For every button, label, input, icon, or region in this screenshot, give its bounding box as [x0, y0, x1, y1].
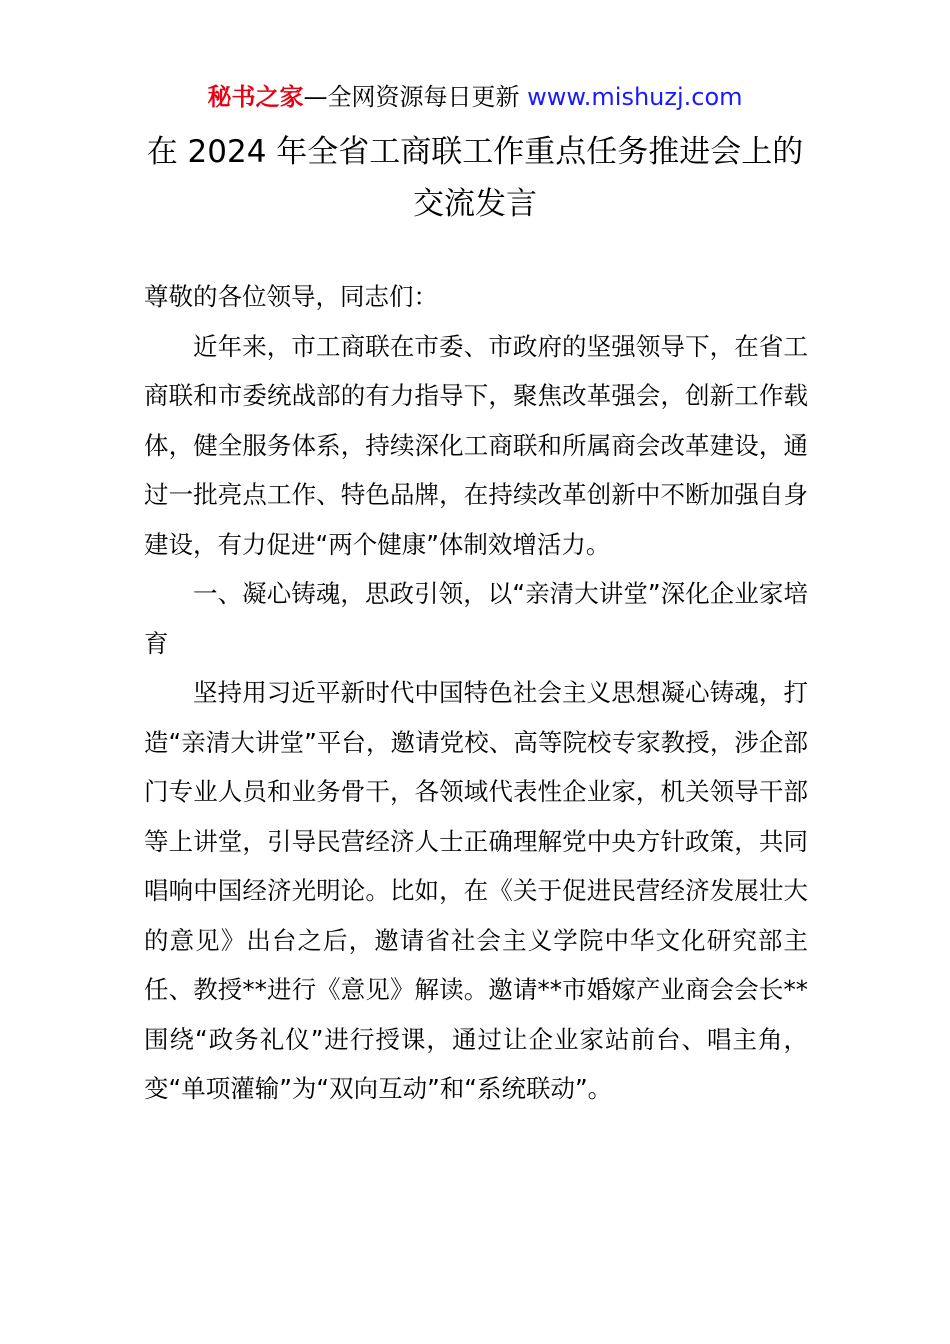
document-title: [100, 126, 850, 230]
intro-paragraph: 近年来，市工商联在市委、市政府的坚强领导下，在省工商联和市委统战部的有力指导下，聚焦改革强会，创新工作载体，健全服务体系，持续深化工商联和所属商会改革建设，通过一批亮点工作、特色品牌，在持续改革创新中不断加强自身建设，有力促进“两个健康”体制效增活力。: [144, 331, 808, 559]
header-tagline: —全网资源每日更新: [303, 83, 528, 111]
title-line-1: 在 2024 年全省工商联工作重点任务推进会上的: [146, 134, 804, 170]
salutation: 尊敬的各位领导，同志们：: [144, 282, 438, 311]
section-paragraph: 坚持用习近平新时代中国特色社会主义思想凝心铸魂，打造“亲清大讲堂”平台，邀请党校、高等院校专家教授，涉企部门专业人员和业务骨干，各领域代表性企业家，机关领导干部等上讲堂，引导民营经济人士正确理解党中央方针政策，共同唱响中国经济光明论。比如，在《关于促进民营经济发展壮大的意见》出台之后，邀请省社会主义学院中华文化研究部主任、教授**进行《意见》解读。邀请**市婚嫁产业商会会长**围绕“政务礼仪”进行授课，通过让企业家站前台、唱主角，变“单项灌输”为“双向互动”和“系统联动”。: [144, 678, 808, 1103]
title-line-2: 交流发言: [413, 186, 537, 222]
brand-name: 秘书之家: [207, 83, 304, 111]
document-body: [144, 272, 808, 1114]
site-header: [0, 80, 950, 114]
site-url-link[interactable]: www.mishuzj.com: [527, 83, 743, 111]
section-heading: 一、凝心铸魂，思政引领，以“亲清大讲堂”深化企业家培育: [144, 579, 808, 658]
